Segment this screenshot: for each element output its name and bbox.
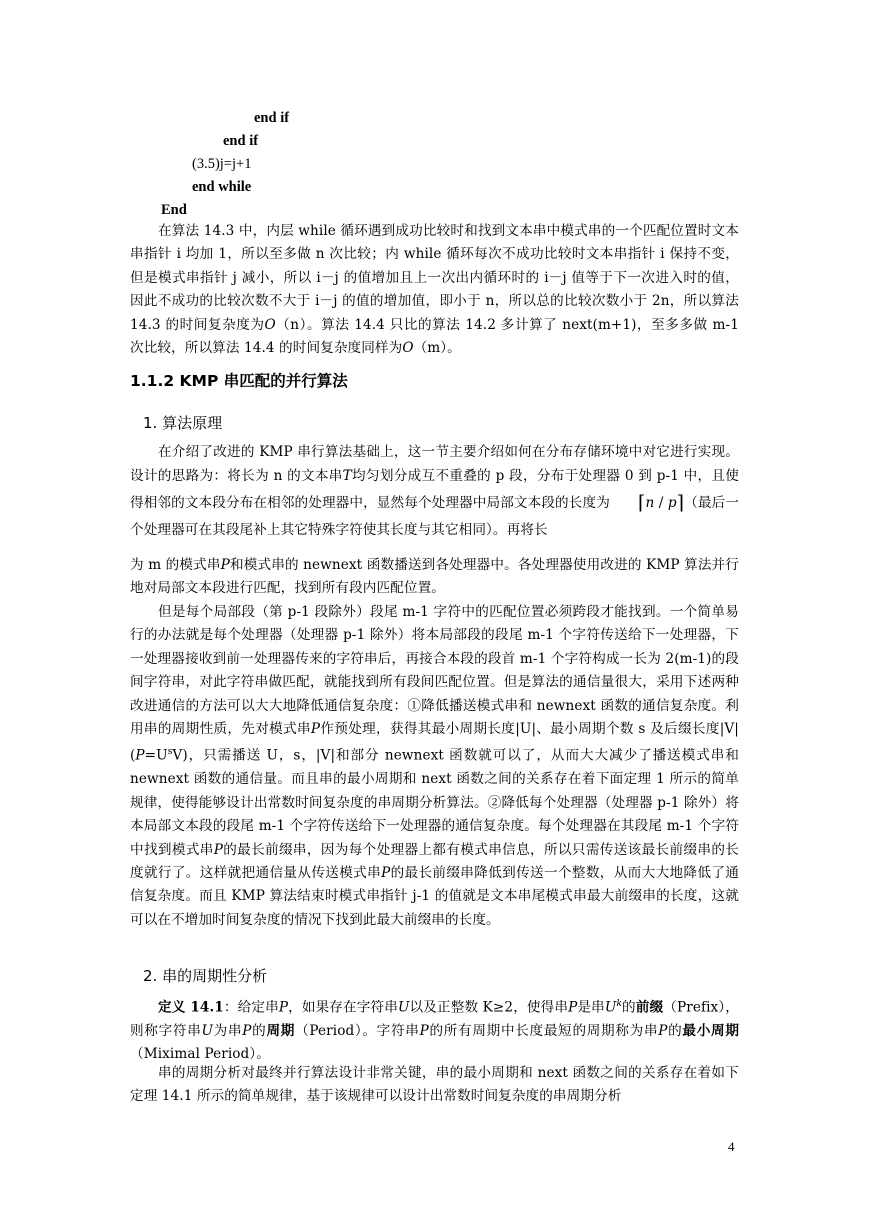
- ceil-formula: [610, 488, 684, 518]
- paragraph-design-idea: [130, 440, 739, 542]
- superscript-k: k: [616, 999, 622, 1009]
- big-o-symbol: O: [264, 316, 276, 333]
- term-prefix: 前缀: [635, 999, 664, 1016]
- var-P: P: [278, 999, 289, 1016]
- var-U: U: [397, 999, 410, 1016]
- definition-label: 定义 14.1: [158, 999, 224, 1016]
- var-P: P: [220, 557, 230, 573]
- text-run: 的: [622, 999, 636, 1016]
- ceil-right-bracket: ⌉: [676, 492, 685, 514]
- paragraph-periodicity-intro: 串的周期分析对最终并行算法设计非常关键，串的最小周期和 next 函数之间的关系存在着如下定理 14.1 所示的简单规律，基于该规律可以设计出常数时间复杂度的串周期分析: [130, 1065, 739, 1105]
- var-U: U: [201, 1022, 214, 1039]
- section-heading-1-1-2: 1.1.2 KMP 串匹配的并行算法: [130, 372, 348, 390]
- text-run: 均匀划分成互不重叠的 p 段，分布于处理器 0 到 p-1 中，且使得相邻的文本段分布在相邻的处理器中，显然每个处理器中局部文本段的长度为: [130, 468, 739, 511]
- var-T: T: [342, 468, 352, 484]
- text-run: （m）。: [413, 340, 461, 357]
- text-run: （Prefix），则称字符串: [130, 999, 739, 1039]
- text-run: 在介绍了改进的 KMP 串行算法基础上，这一节主要介绍如何在分布存储环境中对它进行实现。设计的思路为：将长为 n 的文本串: [130, 444, 739, 484]
- var-P: P: [242, 1022, 252, 1039]
- term-minimal-period: 最小周期: [682, 1022, 740, 1039]
- page-number: 4: [728, 1139, 735, 1154]
- text-run: V)，只需播送 U，s，|V|和部分 newnext 函数就可以了，从而大大减少了播送模式串和 newnext 函数的通信量。而且串的最小周期和 next 函数之间的关系存在着下面定理 1 所示的简单规律，使得能够设计出常数时间复杂度的串周期分析算法。②降低每个处理器（处理器 p-1 除外）将本局部文本段的段尾 m-1 个字符传送给下一处理器的通信复杂度。每个处理器在其段尾 m-1 个字符中找到模式串: [130, 747, 739, 858]
- text-run: 和模式串的 newnext 函数播送到各处理器中。各处理器使用改进的 KMP 算法并行地对局部文本段进行匹配，找到所有段内匹配位置。: [130, 557, 739, 597]
- ceil-left-bracket: ⌈: [637, 492, 646, 514]
- code-line-end: End: [161, 202, 187, 218]
- var-U: U: [604, 999, 617, 1016]
- var-P: P: [381, 865, 391, 881]
- var-p: p: [667, 495, 677, 511]
- var-P: P: [658, 1022, 668, 1039]
- text-run: 的最长前缀串，因为每个处理器上都有模式串信息，所以只需传送该最长前缀串的长度就行了。这样就把通信量从传送模式串: [130, 841, 739, 881]
- text-run: （Miximal Period）。: [130, 1046, 270, 1063]
- text-run: 为 m 的模式串: [130, 557, 221, 573]
- text-run: ：给定串: [223, 999, 279, 1016]
- term-period: 周期: [266, 1022, 296, 1039]
- text-run: 作预处理，获得其最小周期长度|U|、最小周期个数 s 及后缀长度|V| (: [130, 721, 739, 764]
- text-run: （最后一个处理器可在其段尾补上其它特殊字符使其长度与其它相同）。再将长: [130, 495, 740, 538]
- subsection-heading-algorithm-principle: 1. 算法原理: [143, 414, 223, 432]
- text-run: 的最长前缀串降低到传送一个整数，从而大大地降低了通信复杂度。而且 KMP 算法结束时模式串指针 j-1 的值就是文本串尾模式串最大前缀串的长度，这就可以在不增加时间复杂度的情况下找到此最大前缀串的长度。: [130, 865, 739, 928]
- subsection-heading-periodicity: 2. 串的周期性分析: [143, 967, 268, 985]
- slash: /: [654, 495, 668, 511]
- var-n: n: [645, 495, 655, 511]
- text-run: 的: [251, 1022, 267, 1039]
- text-run: 以及正整数 K≥2，使得串: [409, 999, 569, 1016]
- code-line-end-if-outer: end if: [223, 133, 259, 149]
- paragraph-definition-14-1: [130, 993, 739, 1067]
- text-run: =U: [144, 747, 168, 764]
- text-run: 为串: [213, 1022, 243, 1039]
- text-run: ，如果存在字符串: [288, 999, 398, 1016]
- paragraph-broadcast: [130, 554, 739, 601]
- big-o-symbol: O: [402, 340, 414, 357]
- paragraph-communication: [130, 601, 739, 932]
- var-P: P: [568, 999, 578, 1016]
- var-P: P: [310, 721, 321, 738]
- code-line-end-while: end while: [192, 179, 252, 195]
- code-line-increment: (3.5)j=j+1: [192, 156, 252, 172]
- text-run: 是串: [577, 999, 605, 1016]
- paragraph-complexity-analysis: [130, 220, 739, 360]
- text-run: 在算法 14.3 中，内层 while 循环遇到成功比较时和找到文本串中模式串的一个匹配位置时文本串指针 i 均加 1，所以至多做 n 次比较；内 while 循环每次不成功比较时文本串指针 i 保持不变，但是模式串指针 j 减小，所以 i－j 的值增加且上一次出内循环时的 i－j 值等于下一次进入时的值，因此不成功的比较次数不大于 i－j 的值的增加值，即小于 n，所以总的比较次数小于 2n，所以算法 14.3 的时间复杂度为: [130, 223, 739, 333]
- code-line-end-if-inner: end if: [254, 110, 290, 126]
- text-run: 的: [667, 1022, 683, 1039]
- superscript-s: s: [167, 747, 173, 758]
- var-P: P: [135, 747, 145, 764]
- text-run: 的所有周期中长度最短的周期称为串: [428, 1022, 659, 1039]
- var-P: P: [213, 841, 223, 858]
- text-run: 但是每个局部段（第 p-1 段除外）段尾 m-1 字符中的匹配位置必须跨段才能找到。一个简单易行的办法就是每个处理器（处理器 p-1 除外）将本局部段的段尾 m-1 个字符传送给下一处理器，下一处理器接收到前一处理器传来的字符串后，再接合本段的段首 m-1 个字符构成一长为 2(m-1)的段间字符串，对此字符串做匹配，就能找到所有段间匹配位置。但是算法的通信量很大，采用下述两种改进通信的方法可以大大地降低通信复杂度：①降低播送模式串和 newnext 函数的通信复杂度。利用串的周期性质，先对模式串: [130, 604, 739, 738]
- var-P: P: [419, 1022, 429, 1039]
- text-run: （n）。算法 14.4 只比的算法 14.2 多计算了 next(m+1)，至多多做 m-1 次比较，所以算法 14.4 的时间复杂度同样为: [130, 316, 739, 357]
- text-run: （Period）。字符串: [295, 1022, 420, 1039]
